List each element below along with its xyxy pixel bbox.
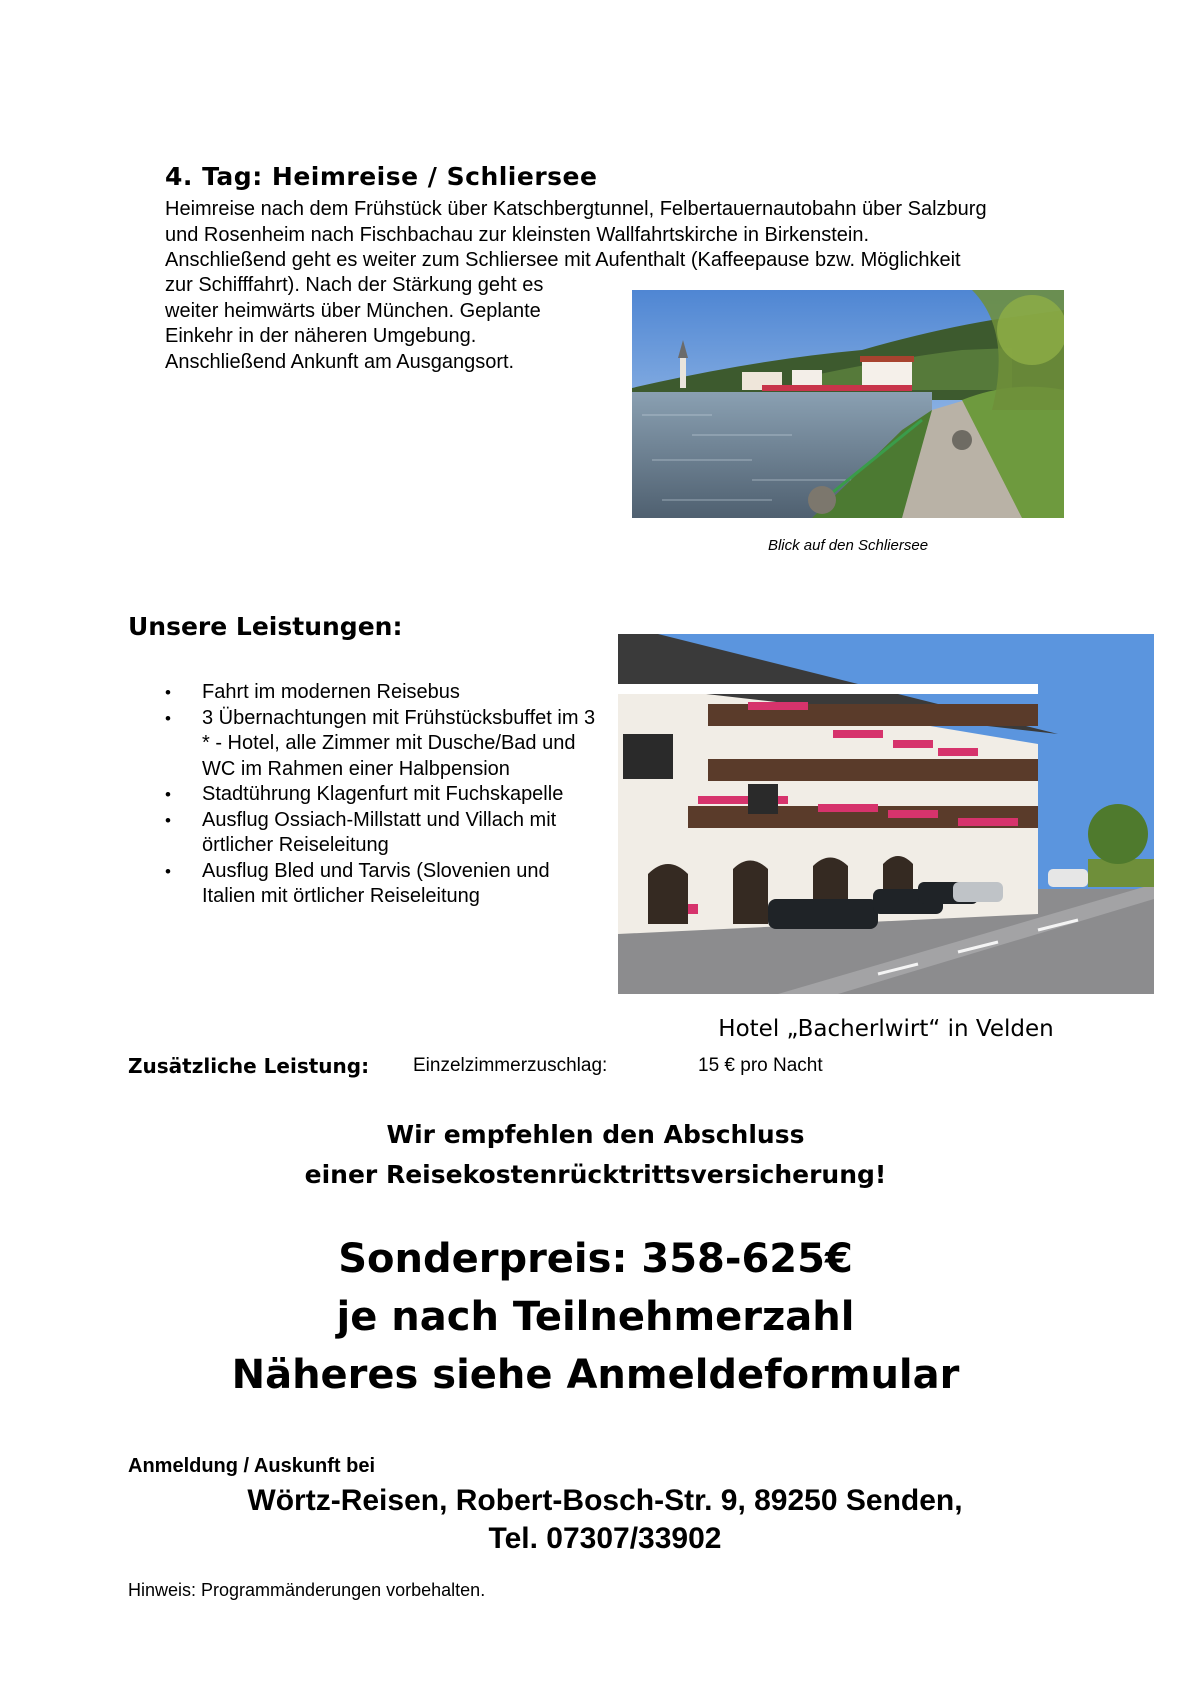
day-description-line: und Rosenheim nach Fischbachau zur kleinsten Wallfahrtskirche in Birkenstein. — [165, 223, 870, 246]
day-description-line: Anschließend Ankunft am Ausgangsort. — [165, 350, 515, 373]
contact-phone: Tel. 07307/33902 — [488, 1522, 722, 1555]
recommendation-line: einer Reisekostenrücktrittsversicherung! — [304, 1160, 887, 1189]
list-item: • Ausflug Bled und Tarvis (Slovenien und Italien mit örtlicher Reiseleitung — [160, 859, 600, 910]
extra-service-label: Zusätzliche Leistung: — [128, 1054, 370, 1078]
recommendation-line: Wir empfehlen den Abschluss — [386, 1120, 805, 1149]
contact-address-line: Wörtz-Reisen, Robert-Bosch-Str. 9, 89250 Senden, — [247, 1484, 963, 1517]
day-description-line: zur Schifffahrt). Nach der Stärkung geht es — [165, 274, 544, 296]
disclaimer-note: Hinweis: Programmänderungen vorbehalten. — [128, 1580, 486, 1600]
services-list — [160, 680, 600, 910]
list-item: • Ausflug Ossiach-Millstatt und Villach mit örtlicher Reiseleitung — [160, 808, 600, 859]
list-item: • 3 Übernachtungen mit Frühstücksbuffet im 3 * - Hotel, alle Zimmer mit Dusche/Bad und WC im Rahmen einer Halbpension — [160, 706, 600, 783]
list-item: • Stadtührung Klagenfurt mit Fuchskapelle — [160, 782, 600, 808]
extra-service-price: 15 € pro Nacht — [698, 1055, 823, 1076]
day-description-line: Heimreise nach dem Frühstück über Katschbergtunnel, Felbertauernautobahn über Salzburg — [165, 198, 987, 220]
photo-caption: Blick auf den Schliersee — [767, 537, 929, 554]
contact-label: Anmeldung / Auskunft bei — [128, 1455, 376, 1477]
schliersee-photo — [632, 290, 1064, 518]
special-price-block — [0, 1230, 1191, 1404]
day-heading: 4. Tag: Heimreise / Schliersee — [165, 162, 598, 191]
day-description-line: Anschließend geht es weiter zum Schliersee mit Aufenthalt (Kaffeepause bzw. Möglichkeit — [165, 249, 961, 271]
extra-service-item: Einzelzimmerzuschlag: — [413, 1055, 608, 1076]
day-description-continued — [165, 273, 615, 375]
price-condition: je nach Teilnehmerzahl — [336, 1294, 855, 1340]
insurance-recommendation — [0, 1115, 1191, 1195]
special-price: Sonderpreis: 358-625€ — [338, 1236, 853, 1282]
hotel-caption: Hotel „Bacherlwirt“ in Velden — [718, 1016, 1054, 1042]
day-description-line: weiter heimwärts über München. Geplante — [165, 299, 541, 322]
contact-address — [0, 1482, 1191, 1558]
price-reference: Näheres siehe Anmeldeformular — [231, 1352, 960, 1398]
hotel-photo — [618, 634, 1154, 994]
list-item: • Fahrt im modernen Reisebus — [160, 680, 600, 706]
services-heading: Unsere Leistungen: — [128, 612, 403, 641]
day-description — [165, 197, 1095, 274]
day-description-line: Einkehr in der näheren Umgebung. — [165, 325, 477, 347]
